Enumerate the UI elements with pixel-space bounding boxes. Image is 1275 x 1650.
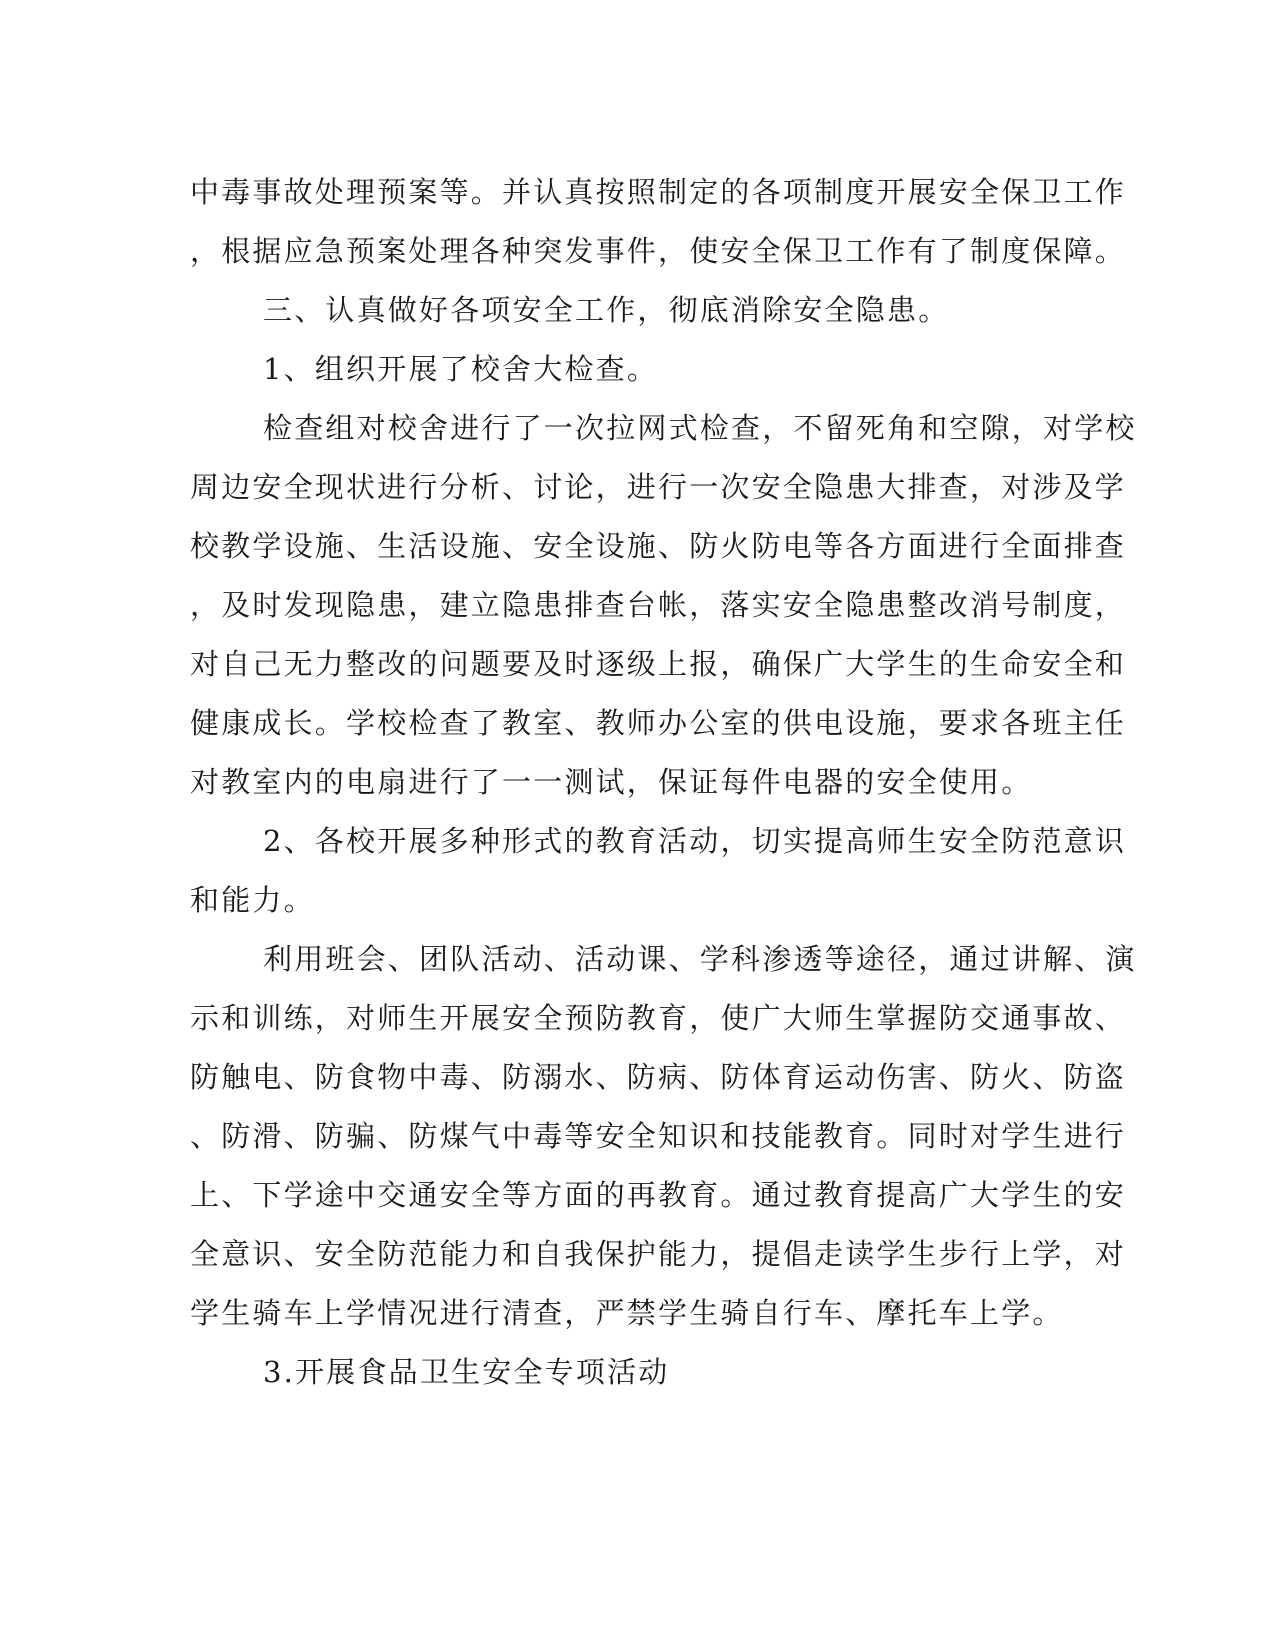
text-line: 对自己无力整改的问题要及时逐级上报，确保广大学生的生命安全和	[190, 647, 1127, 681]
text-line: 利用班会、团队活动、活动课、学科渗透等途径，通过讲解、演	[263, 942, 1137, 976]
text-line: 周边安全现状进行分析、讨论，进行一次安全隐患大排查，对涉及学	[190, 470, 1127, 504]
text-line: ，根据应急预案处理各种突发事件，使安全保卫工作有了制度保障。	[190, 234, 1127, 268]
subsection-heading: 1、组织开展了校舍大检查。	[263, 352, 659, 386]
subsection-heading: 3.开展食品卫生安全专项活动	[263, 1355, 670, 1389]
text-line: 防触电、防食物中毒、防溺水、防病、防体育运动伤害、防火、防盗	[190, 1060, 1127, 1094]
text-line: 校教学设施、生活设施、安全设施、防火防电等各方面进行全面排查	[190, 529, 1127, 563]
text-line: 示和训练，对师生开展安全预防教育，使广大师生掌握防交通事故、	[190, 1001, 1127, 1035]
text-line: 、防滑、防骗、防煤气中毒等安全知识和技能教育。同时对学生进行	[190, 1119, 1127, 1153]
text-line: ，及时发现隐患，建立隐患排查台帐，落实安全隐患整改消号制度，	[190, 588, 1127, 622]
text-line: 和能力。	[190, 883, 315, 917]
text-line: 上、下学途中交通安全等方面的再教育。通过教育提高广大学生的安	[190, 1178, 1127, 1212]
section-heading: 三、认真做好各项安全工作，彻底消除安全隐患。	[263, 293, 950, 327]
text-line: 健康成长。学校检查了教室、教师办公室的供电设施，要求各班主任	[190, 706, 1127, 740]
text-line: 全意识、安全防范能力和自我保护能力，提倡走读学生步行上学，对	[190, 1237, 1127, 1271]
text-line: 中毒事故处理预案等。并认真按照制定的各项制度开展安全保卫工作	[190, 175, 1127, 209]
text-line: 检查组对校舍进行了一次拉网式检查，不留死角和空隙，对学校	[263, 411, 1137, 445]
subsection-heading: 2、各校开展多种形式的教育活动，切实提高师生安全防范意识	[263, 824, 1127, 858]
document-body	[190, 163, 1137, 1402]
text-line: 学生骑车上学情况进行清查，严禁学生骑自行车、摩托车上学。	[190, 1296, 1064, 1330]
text-line: 对教室内的电扇进行了一一测试，保证每件电器的安全使用。	[190, 765, 1033, 799]
